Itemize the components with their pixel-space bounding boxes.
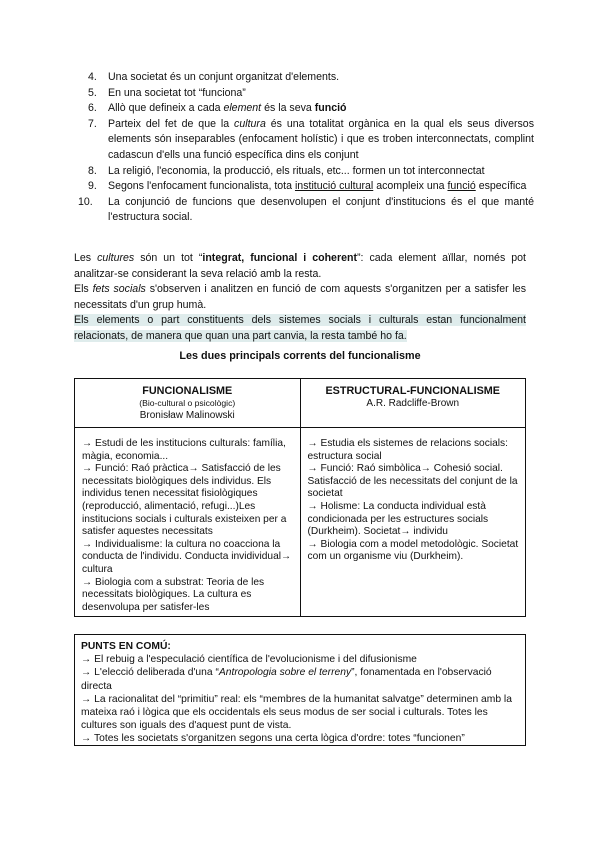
text-run: és la seva [261,102,315,115]
common-point [81,732,519,745]
text-run: ”, fonamentada en l'observació directa [81,667,492,692]
list-item [74,195,534,226]
list-text [108,196,534,224]
list-item [74,164,534,180]
header-estructural-funcionalisme [300,379,526,427]
list-text [108,165,485,177]
underlined-text: funció [447,180,476,193]
paragraph-social-facts [74,282,526,313]
header-author: Bronisław Malinowski [139,409,235,421]
list-text [108,87,246,99]
list-item [74,101,534,117]
cell-line: → Estudia els sistemes de relacions socials: estructura social [307,438,508,462]
list-number: 10. [78,195,93,208]
paragraph-cultures [74,251,526,282]
header-title: ESTRUCTURAL-FUNCIONALISME [325,385,501,397]
cell-line: → Biologia com a model metodològic. Societat com un organisme viu (Durkheim). [307,538,519,563]
italic-text: cultures [97,252,135,264]
text-run: s'observen i analitzen en funció de com aquests s'organitzen per a satisfer les necessitats d'un grup humà. [74,283,526,311]
list-item [74,117,534,164]
list-number: 5. [88,86,97,99]
common-point [81,653,519,666]
highlight-mark [74,314,526,342]
header-subtitle: (Bio-cultural o psicològic) [139,397,236,408]
cell-line: → Funció: Raó simbòlica→ Cohesió social. Satisfacció de les necessitats del conjunt de la societat [307,463,518,500]
text-run: Els elements o part constituents dels sistemes socials i culturals estan funcionalment relacionats, de manera que quan una part canvia, la resta també ho fa. [74,314,526,342]
italic-text: cultura [234,117,266,130]
text-run: és una totalitat orgànica en la qual els seus diversos elements són inseparables (enfocament holístic) i que es troben interconnectats, complint cadascun d'ells una funció específica dins els conjunt [108,117,534,161]
common-points-box [74,634,526,746]
cell-estructural-funcionalisme [300,428,526,616]
section-title: Les dues principals corrents del funcionalisme [179,350,421,362]
bold-text: funció [314,102,347,115]
paragraph-highlighted [74,313,526,344]
header-title: FUNCIONALISME [142,385,233,397]
text-run: Allò que defineix a cada [108,102,224,115]
common-point [81,693,519,733]
text-run: En una societat tot “funciona” [108,86,246,99]
text-run: Segons l'enfocament funcionalista, tota [108,180,295,193]
common-point [81,666,519,692]
text-run: són un tot “ [134,252,203,264]
text-run: específica [475,180,527,193]
list-number: 9. [88,180,97,193]
list-number: 8. [88,164,97,177]
italic-text: Antropologia sobre el terreny [218,667,352,679]
header-funcionalisme [75,379,300,427]
cell-line: → Individualisme: la cultura no coacciona la conducta de l'individu. Conducta invidividual→ cultura [82,538,292,575]
text-run: → El rebuig a l'especulació científica de l'evolucionisme i del difusionisme [81,654,417,666]
text-run: La religió, l'economia, la producció, els rituals, etc... formen un tot interconnectat [108,164,485,177]
text-run: → Totes les societats s'organitzen segons una certa lògica d'ordre: totes “funcionen” [81,733,465,745]
header-author: A.R. Radcliffe-Brown [366,397,460,409]
text-run: La conjunció de funcions que desenvolupen el conjunt d'institucions és el que manté l'estructura social. [108,195,534,224]
list-text [108,71,339,83]
list-text [108,180,526,192]
list-number: 4. [88,71,97,83]
table-header-row [75,379,525,428]
text-run: ”: cada element aïllar, només pot analitzar-se considerant la seva relació amb la resta. [74,252,526,280]
cell-line: → Holisme: La conducta individual està condicionada per les estructures socials (Durkheim). Societat→ individu [307,500,489,538]
cell-line: → Estudi de les institucions culturals: família, màgia, economia... [82,438,286,462]
comparison-table [74,378,526,617]
table-body-row [75,428,525,616]
numbered-list [74,70,534,226]
list-number: 7. [88,117,97,130]
cell-line: → Biologia com a substrat: Teoria de les necessitats biològiques. La cultura es desenvolupa per satisfer-les [82,576,265,613]
text-run: Parteix del fet de que la [108,117,235,130]
common-points-title: PUNTS EN COMÚ: [81,641,171,652]
list-number: 6. [88,102,97,115]
list-item [74,179,534,195]
underlined-text: institució cultural [294,180,374,193]
text-run: Una societat és un conjunt organitzat d'elements. [108,71,340,83]
list-item [74,70,534,86]
list-text [108,118,534,161]
text-run: → L'elecció deliberada d'una “ [81,667,219,679]
text-run: → La racionalitat del “primitiu” real: els “membres de la humanitat salvatge” determinen amb la mateixa raó i lògica que els occidentals els seus modus de ser social i culturals. Totes les cultures son iguals des d'aquest punt de vista. [81,693,512,732]
text-run: Les [74,252,98,264]
cell-funcionalisme [75,428,300,616]
body-paragraphs [74,251,526,345]
bold-text: integrat, funcional i coherent [202,252,357,264]
text-run: acompleix una [373,180,448,193]
list-item [74,86,534,102]
cell-line: → Funció: Raó pràctica→ Satisfacció de les necessitats biològiques dels individus. Els individus tenen necessitat fisiològiques (reproducció, alimentació, refugi...)Les institucions socials i culturals existeixen per a satisfer aquestes necessitats [82,463,287,538]
italic-text: fets socials [92,283,146,296]
text-run: Els [74,283,93,296]
list-text [108,102,347,114]
italic-text: element [223,102,262,115]
